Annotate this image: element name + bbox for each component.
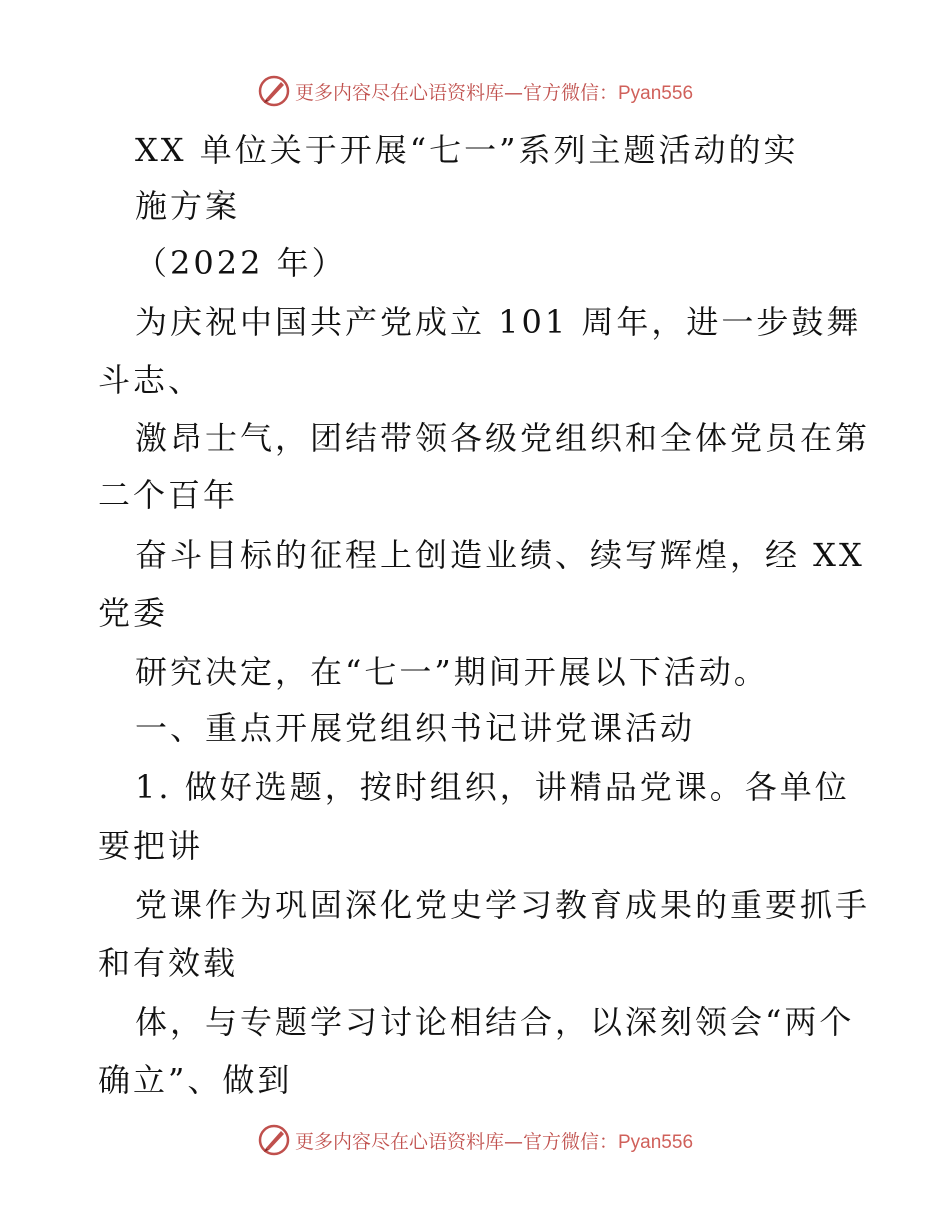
banner-text xyxy=(295,1127,693,1154)
section-heading: 一、重点开展党组织书记讲党课活动 xyxy=(135,709,696,747)
paragraph-line: 为庆祝中国共产党成立 101 周年，进一步鼓舞 xyxy=(135,303,862,341)
paragraph-line: 1. 做好选题，按时组织，讲精品党课。各单位 xyxy=(135,768,850,806)
banner-wechat-id: Pyan556 xyxy=(618,1131,694,1153)
banner-text-cn: 更多内容尽在心语资料库—官方微信： xyxy=(294,1130,618,1153)
document-year: （2022 年） xyxy=(135,244,347,282)
footer-banner xyxy=(0,1120,950,1160)
paragraph-line: 二个百年 xyxy=(98,476,239,514)
banner-text-cn: 更多内容尽在心语资料库—官方微信： xyxy=(294,81,618,104)
paragraph-line: 党课作为巩固深化党史学习教育成果的重要抓手 xyxy=(135,886,871,924)
paragraph-line: 奋斗目标的征程上创造业绩、续写辉煌，经 XX xyxy=(135,536,865,574)
paragraph-line: 体，与专题学习讨论相结合，以深刻领会“两个 xyxy=(135,1003,855,1041)
paragraph-line: 研究决定，在“七一”期间开展以下活动。 xyxy=(135,653,769,691)
document-title-cont: 施方案 xyxy=(135,187,241,225)
paragraph-line: 要把讲 xyxy=(98,827,204,865)
quill-pen-logo-icon xyxy=(257,74,291,108)
paragraph-line: 确立”、做到 xyxy=(98,1061,293,1099)
paragraph-line: 激昂士气，团结带领各级党组织和全体党员在第 xyxy=(135,419,871,457)
paragraph-line: 和有效载 xyxy=(98,944,239,982)
header-banner xyxy=(0,71,950,111)
document-title: XX 单位关于开展“七一”系列主题活动的实 xyxy=(135,131,799,169)
paragraph-line: 党委 xyxy=(98,594,169,632)
banner-text xyxy=(295,78,693,105)
quill-pen-logo-icon xyxy=(257,1123,291,1157)
paragraph-line: 斗志、 xyxy=(98,361,204,399)
banner-wechat-id: Pyan556 xyxy=(618,82,694,104)
